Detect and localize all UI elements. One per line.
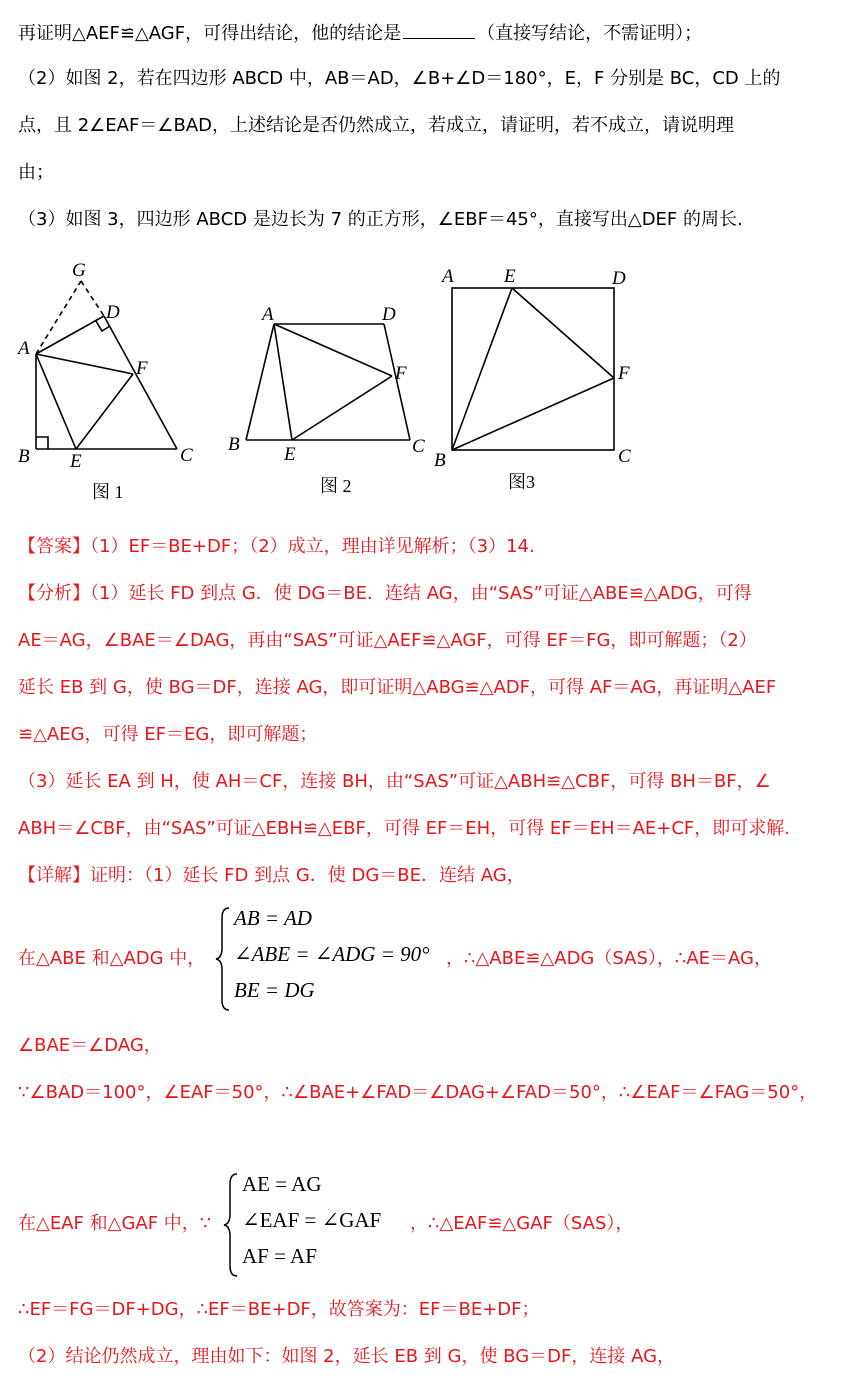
fig2-label-A: A bbox=[262, 304, 274, 325]
problem-part2-line-2: 点，且 2∠EAF＝∠BAD，上述结论是否仍然成立，若成立，请证明，若不成立，请说明理 bbox=[18, 115, 735, 136]
analysis-tag: 【分析】 bbox=[18, 583, 90, 604]
fig1-dashed-AG bbox=[36, 281, 81, 354]
figure-3 bbox=[430, 258, 650, 494]
system1-eq-1: AB = AD bbox=[234, 906, 312, 930]
analysis-line-1 bbox=[18, 582, 752, 606]
fig1-dashed-GD bbox=[81, 281, 104, 316]
fig2-label-F: F bbox=[395, 363, 407, 384]
analysis-line-5: （3）延长 EA 到 H，使 AH＝CF，连接 BH，由“SAS”可证△ABH≌△CBF，可得 BH＝BF，∠ bbox=[18, 771, 771, 792]
problem-line-1 bbox=[18, 20, 702, 46]
fig1-label-D: D bbox=[106, 302, 120, 323]
fig1-label-A: A bbox=[18, 338, 30, 359]
analysis-line-2: AE＝AG，∠BAE＝∠DAG，再由“SAS”可证△AEF≌△AGF，可得 EF＝FG，即可解题；（2） bbox=[18, 630, 757, 651]
figure-1 bbox=[14, 254, 214, 506]
fig1-label-F: F bbox=[136, 358, 148, 379]
fig2-segment-AB bbox=[246, 324, 274, 440]
problem-line-1-pre: 再证明△AEF≌△AGF，可得出结论，他的结论是 bbox=[18, 23, 402, 44]
system2-pre: 在△EAF 和△GAF 中，∵ bbox=[18, 1213, 212, 1234]
fig1-segment-AD bbox=[36, 316, 104, 354]
figure-2 bbox=[224, 294, 434, 504]
fig3-label-E: E bbox=[504, 266, 516, 287]
fig3-caption: 图3 bbox=[508, 472, 535, 492]
fig2-segment-AE bbox=[274, 324, 292, 440]
system-2 bbox=[222, 1170, 422, 1280]
fig3-label-F: F bbox=[618, 363, 630, 384]
problem-part2-line-3: 由； bbox=[18, 162, 54, 183]
fig1-label-C: C bbox=[180, 445, 193, 466]
system1-pre: 在△ABE 和△ADG 中， bbox=[18, 948, 206, 969]
fig2-label-C: C bbox=[412, 436, 425, 457]
fig3-label-C: C bbox=[618, 446, 631, 467]
answer-line bbox=[18, 535, 535, 559]
fig3-label-B: B bbox=[434, 450, 446, 471]
fig2-segment-EF bbox=[292, 376, 392, 440]
fig1-segment-EF bbox=[76, 374, 133, 449]
detail-line-1 bbox=[18, 864, 525, 888]
fig1-segment-AF bbox=[36, 354, 133, 374]
system-1 bbox=[214, 904, 464, 1014]
fig3-label-D: D bbox=[612, 268, 626, 289]
system2-brace bbox=[222, 1170, 240, 1280]
detail-line-2: ∠BAE＝∠DAG， bbox=[18, 1035, 162, 1056]
problem-part3: （3）如图 3，四边形 ABCD 是边长为 7 的正方形，∠EBF＝45°，直接写出△DEF 的周长. bbox=[18, 209, 743, 230]
system2-eq-1: AE = AG bbox=[242, 1172, 322, 1196]
fig1-right-angle-B bbox=[36, 437, 48, 449]
answer-tag: 【答案】 bbox=[18, 536, 90, 557]
answer-text: （1）EF＝BE+DF；（2）成立，理由详见解析；（3）14. bbox=[90, 536, 535, 557]
fig1-segment-CD bbox=[104, 316, 177, 449]
detail-line-5: （2）结论仍然成立，理由如下：如图 2，延长 EB 到 G，使 BG＝DF，连接 AG， bbox=[18, 1346, 676, 1367]
problem-line-1-post: （直接写结论，不需证明）； bbox=[477, 23, 703, 44]
fig1-label-E: E bbox=[70, 451, 82, 472]
detail-text-1: 证明：（1）延长 FD 到点 G．使 DG＝BE．连结 AG， bbox=[90, 865, 525, 886]
system2-eq-3: AF = AF bbox=[242, 1244, 317, 1268]
answer-blank bbox=[403, 20, 475, 39]
system2-post: ，∴△EAF≌△GAF（SAS）， bbox=[410, 1213, 634, 1234]
analysis-text-1: （1）延长 FD 到点 G．使 DG＝BE．连结 AG，由“SAS”可证△ABE≌△ADG，可得 bbox=[90, 583, 752, 604]
fig3-segment-BE bbox=[452, 288, 512, 450]
system2-eq-2: ∠EAF = ∠GAF bbox=[242, 1208, 382, 1232]
fig1-caption: 图 1 bbox=[92, 482, 124, 502]
system1-eq-2: ∠ABE = ∠ADG = 90° bbox=[234, 942, 430, 966]
fig1-label-G: G bbox=[72, 260, 86, 281]
system1-brace bbox=[214, 904, 232, 1014]
fig2-segment-AF bbox=[274, 324, 392, 376]
fig2-label-E: E bbox=[284, 444, 296, 465]
analysis-line-6: ABH＝∠CBF，由“SAS”可证△EBH≌△EBF，可得 EF＝EH，可得 EF＝EH＝AE+CF，即可求解. bbox=[18, 818, 790, 839]
fig3-segment-EF bbox=[512, 288, 614, 378]
fig3-square-ABCD bbox=[452, 288, 614, 450]
fig3-label-A: A bbox=[442, 266, 454, 287]
analysis-line-4: ≌△AEG，可得 EF＝EG，即可解题； bbox=[18, 724, 318, 745]
fig1-label-B: B bbox=[18, 446, 30, 467]
fig2-label-B: B bbox=[228, 434, 240, 455]
detail-tag: 【详解】 bbox=[18, 865, 90, 886]
fig2-label-D: D bbox=[382, 304, 396, 325]
system1-post: ，∴△ABE≌△ADG（SAS），∴AE＝AG， bbox=[446, 948, 772, 969]
fig2-caption: 图 2 bbox=[320, 476, 352, 496]
detail-line-4: ∴EF＝FG＝DF+DG，∴EF＝BE+DF，故答案为：EF＝BE+DF； bbox=[18, 1299, 540, 1320]
system1-eq-3: BE = DG bbox=[234, 978, 315, 1002]
analysis-line-3: 延长 EB 到 G，使 BG＝DF，连接 AG，即可证明△ABG≌△ADF，可得 AF＝AG，再证明△AEF bbox=[18, 677, 777, 698]
fig3-segment-BF bbox=[452, 378, 614, 450]
problem-part2-line-1: （2）如图 2，若在四边形 ABCD 中，AB＝AD，∠B+∠D＝180°，E，F 分别是 BC，CD 上的 bbox=[18, 68, 781, 89]
fig1-segment-AE bbox=[36, 354, 76, 449]
detail-line-3: ∵∠BAD＝100°，∠EAF＝50°，∴∠BAE+∠FAD＝∠DAG+∠FAD＝50°，∴∠EAF＝∠FAG＝50°， bbox=[18, 1082, 818, 1103]
